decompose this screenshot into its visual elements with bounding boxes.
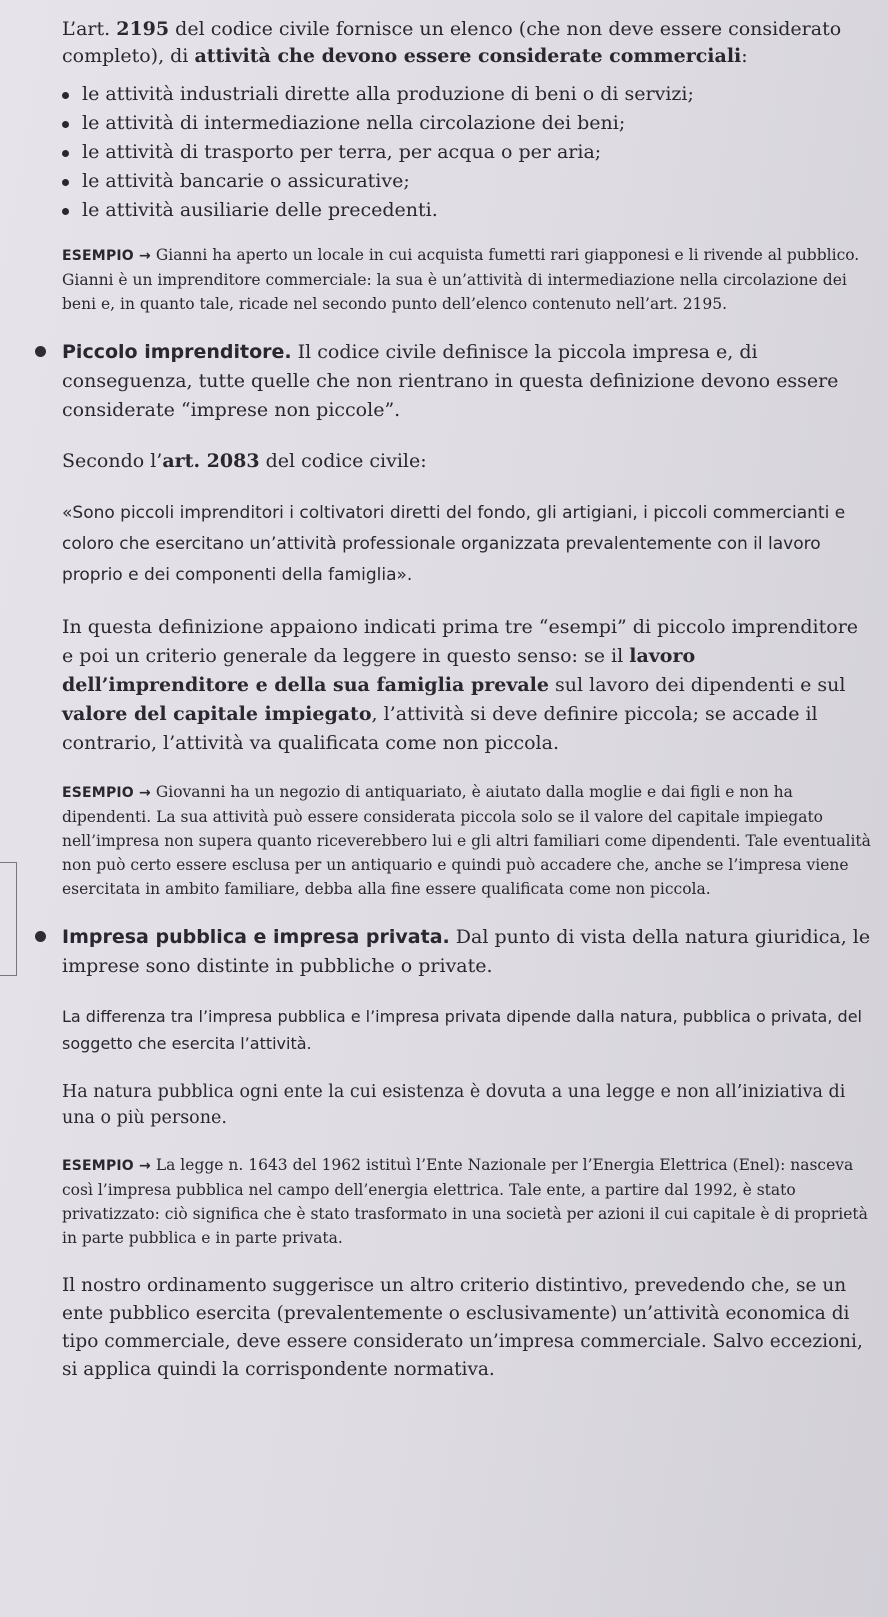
intro-article-number: 2195 [116, 18, 170, 40]
section-heading: Impresa pubblica e impresa privata. [62, 926, 450, 948]
section-heading: Piccolo imprenditore. [62, 341, 292, 363]
art-2083-quote: «Sono piccoli imprenditori i coltivatori diretti del fondo, gli artigiani, i piccoli commercianti e coloro che esercitano un’attività professionale organizzata prevalentemente con il lavoro proprio e dei componenti della famiglia». [62, 503, 846, 585]
explanation-bold: lavoro dell’imprenditore e della sua famiglia [62, 645, 696, 696]
public-private-difference: La differenza tra l’impresa pubblica e l’impresa privata dipende dalla natura, pubblica o privata, del soggetto che esercita l’attività. [62, 1007, 862, 1053]
example-giovanni [62, 780, 872, 901]
explanation-bold: valore del capitale impiegato [62, 703, 372, 725]
section-text: Il codice civile definisce la piccola impresa e, di conseguenza, tutte quelle che non rientrano in questa definizione devono essere considerate “imprese non piccole”. [62, 341, 839, 421]
example-label: ESEMPIO → [62, 1158, 151, 1174]
intro-paragraph [62, 16, 872, 70]
margin-bracket [0, 862, 17, 976]
list-item: le attività di trasporto per terra, per acqua o per aria; [62, 138, 872, 167]
section-piccolo-imprenditore [62, 338, 872, 425]
art-2083-intro [62, 447, 872, 476]
example-gianni [62, 243, 872, 316]
intro-text-end: : [741, 45, 748, 67]
list-item: le attività industriali dirette alla produzione di beni o di servizi; [62, 80, 872, 109]
art-2083-text-start: Secondo l’ [62, 450, 163, 472]
list-item: le attività ausiliarie delle precedenti. [62, 196, 872, 225]
closing-paragraph: Il nostro ordinamento suggerisce un altro criterio distintivo, prevedendo che, se un ente pubblico esercita (prevalentemente o esclusivamente) un’attività economica di tipo commerciale, deve essere considerato un’impresa commerciale. Salvo eccezioni, si applica quindi la corrispondente normativa. [62, 1275, 863, 1380]
art-2083-text-end: del codice civile: [259, 450, 427, 472]
section-bullet-icon [35, 346, 46, 357]
list-item: le attività bancarie o assicurative; [62, 167, 872, 196]
public-nature-definition: Ha natura pubblica ogni ente la cui esistenza è dovuta a una legge e non all’iniziativa di una o più persone. [62, 1082, 846, 1128]
art-2083-bold: art. 2083 [162, 450, 260, 472]
example-text: Giovanni ha un negozio di antiquariato, è aiutato dalla moglie e dai figli e non ha dipendenti. La sua attività può essere considerata piccola solo se il valore del capitale impiegato nell’impresa non supera quanto riceverebbero lui e gli altri familiari come dipendenti. Tale eventualità non può certo essere esclusa per un antiquario e quindi può accadere che, anche se l’impresa viene esercitata in ambito familiare, debba alla fine essere qualificata come non piccola. [62, 783, 871, 898]
example-enel [62, 1153, 872, 1250]
section-bullet-icon [35, 931, 46, 942]
example-text: Gianni ha aperto un locale in cui acquista fumetti rari giapponesi e li rivende al pubblico. Gianni è un imprenditore commerciale: la sua è un’attività di intermediazione nella circolazione dei beni e, in quanto tale, ricade nel secondo punto dell’elenco contenuto nell’art. 2195. [62, 246, 860, 313]
example-text: La legge n. 1643 del 1962 istituì l’Ente Nazionale per l’Energia Elettrica (Enel): nasceva così l’impresa pubblica nel campo dell’energia elettrica. Tale ente, a partire dal 1992, è stato privatizzato: ciò significa che è stato trasformato in una società per azioni il cui capitale è di proprietà in parte pubblica e in parte privata. [62, 1156, 868, 1247]
intro-text-start: L’art. [62, 18, 117, 40]
list-item: le attività di intermediazione nella circolazione dei beni; [62, 109, 872, 138]
commercial-activities-list [62, 80, 872, 225]
section-text: Dal punto di vista della natura giuridica, le imprese sono distinte in pubbliche o private. [62, 926, 871, 977]
explanation-text: In questa definizione appaiono indicati prima tre “esempi” di piccolo imprenditore e poi un criterio generale da leggere in questo senso: se il [62, 616, 859, 667]
intro-text-middle: del codice civile fornisce un elenco (che non deve essere considerato completo), di [62, 18, 842, 67]
definition-explanation [62, 613, 872, 758]
explanation-text: sul lavoro dei dipendenti e sul [548, 674, 846, 696]
section-impresa-pubblica-privata [62, 923, 872, 981]
example-label: ESEMPIO → [62, 785, 151, 801]
explanation-text: , l’attività si deve definire piccola; se accade il contrario, l’attività va qualificata come non piccola. [62, 703, 818, 754]
explanation-bold: prevale [470, 674, 549, 696]
example-label: ESEMPIO → [62, 248, 151, 264]
page-content [62, 16, 872, 1384]
intro-bold-phrase: attività che devono essere considerate commerciali [194, 45, 742, 67]
